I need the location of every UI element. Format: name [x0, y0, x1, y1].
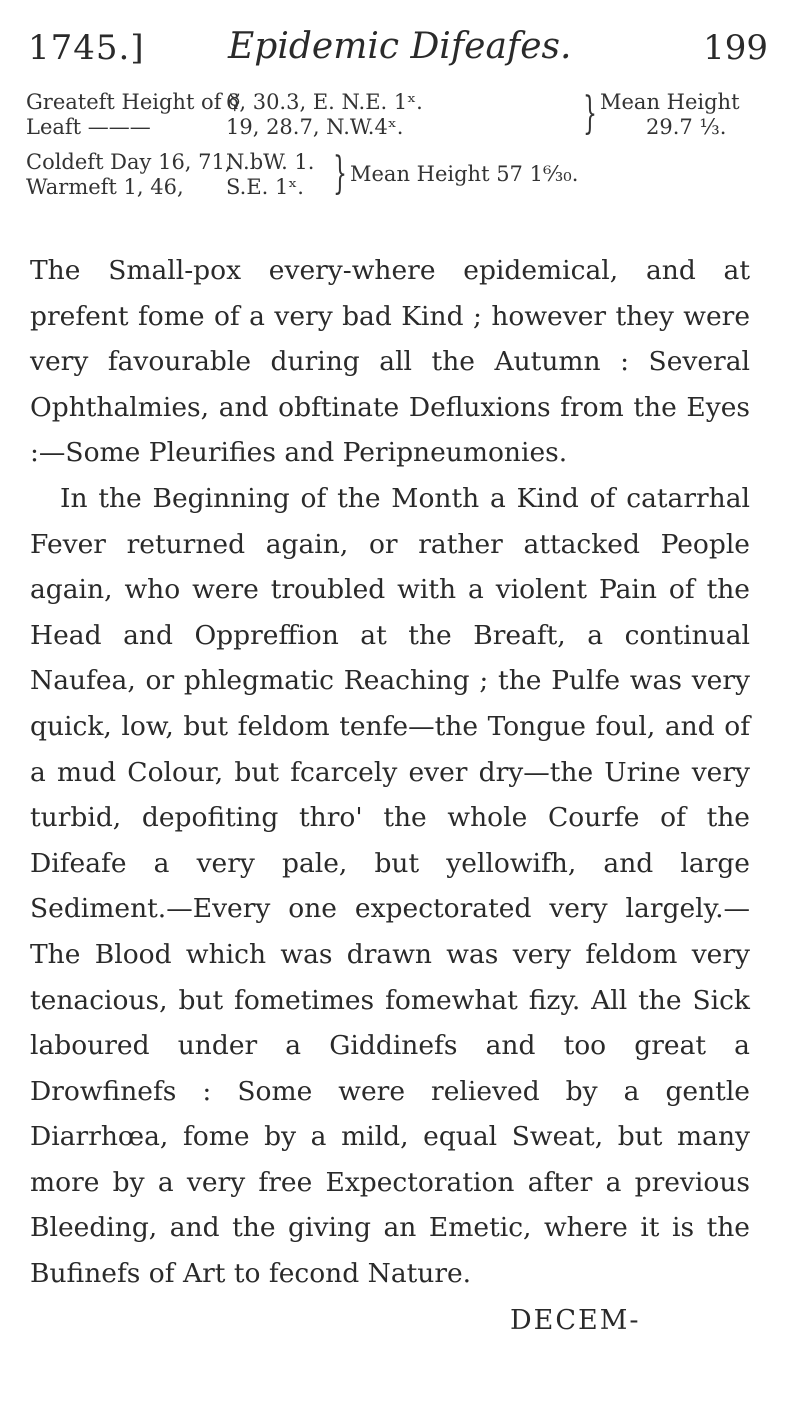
paragraph-catarrhal-fever: In the Beginning of the Month a Kind of catarrhal Fever returned again, or rather attacked People again, who were troubled with a violent Pain of the Head and Oppreffion at the Breaft, a continual Naufea, or phlegmatic Reaching ; the Pulfe was very quick, low, but feldom tenfe—the Tongue foul, and of a mud Colour, but fcarcely ever dry—the Urine very turbid, depofiting thro' the whole Courfe of the Difeafe a very pale, but yellowifh, and large Sediment.—Every one expectorated very largely.—The Blood which was drawn was very feldom very tenacious, but fometimes fomewhat fizy. All the Sick laboured under a Giddinefs and too great a Drowfinefs : Some were relieved by a gentle Diarrhœa, fome by a mild, equal Sweat, but many more by a very free Expectoration after a previous Bleeding, and the giving an Emetic, where it is the Bufinefs of Art to fecond Nature.	[30, 482, 750, 1290]
mean-height-1-label: Mean Height	[600, 90, 740, 114]
coldest-values: N.bW. 1.	[226, 150, 315, 174]
greatest-label: Greateft Height of ☿	[26, 90, 242, 114]
warmest-values: S.E. 1ˣ.	[226, 175, 304, 199]
body-text	[30, 248, 750, 1297]
header-title: Epidemic Difeafes.	[228, 26, 572, 67]
running-header	[28, 22, 768, 72]
warmest-label: Warmeft 1, 46,	[26, 175, 184, 199]
page-number: 199	[703, 28, 768, 68]
least-values: 19, 28.7, N.W.4ˣ.	[226, 115, 404, 139]
header-year: 1745.]	[28, 28, 145, 68]
brace-1: }	[583, 88, 597, 139]
brace-2: }	[333, 148, 347, 199]
mean-height-2: Mean Height 57 1⁶⁄₃₀.	[350, 162, 579, 186]
mean-height-1-value: 29.7 ⅓.	[646, 115, 727, 139]
catchword: DECEM-	[510, 1305, 641, 1336]
least-label: Leaft ———	[26, 115, 151, 139]
coldest-label: Coldeft Day 16, 71,	[26, 150, 232, 174]
paragraph-smallpox: The Small-pox every-where epidemical, and at prefent fome of a very bad Kind ; however they were very favourable during all the Autumn : Several Ophthalmies, and obftinate Defluxions from the Eyes :—Some Pleurifies and Peripneumonies.	[30, 255, 750, 469]
greatest-values: 6, 30.3, E. N.E. 1ˣ.	[226, 90, 423, 114]
